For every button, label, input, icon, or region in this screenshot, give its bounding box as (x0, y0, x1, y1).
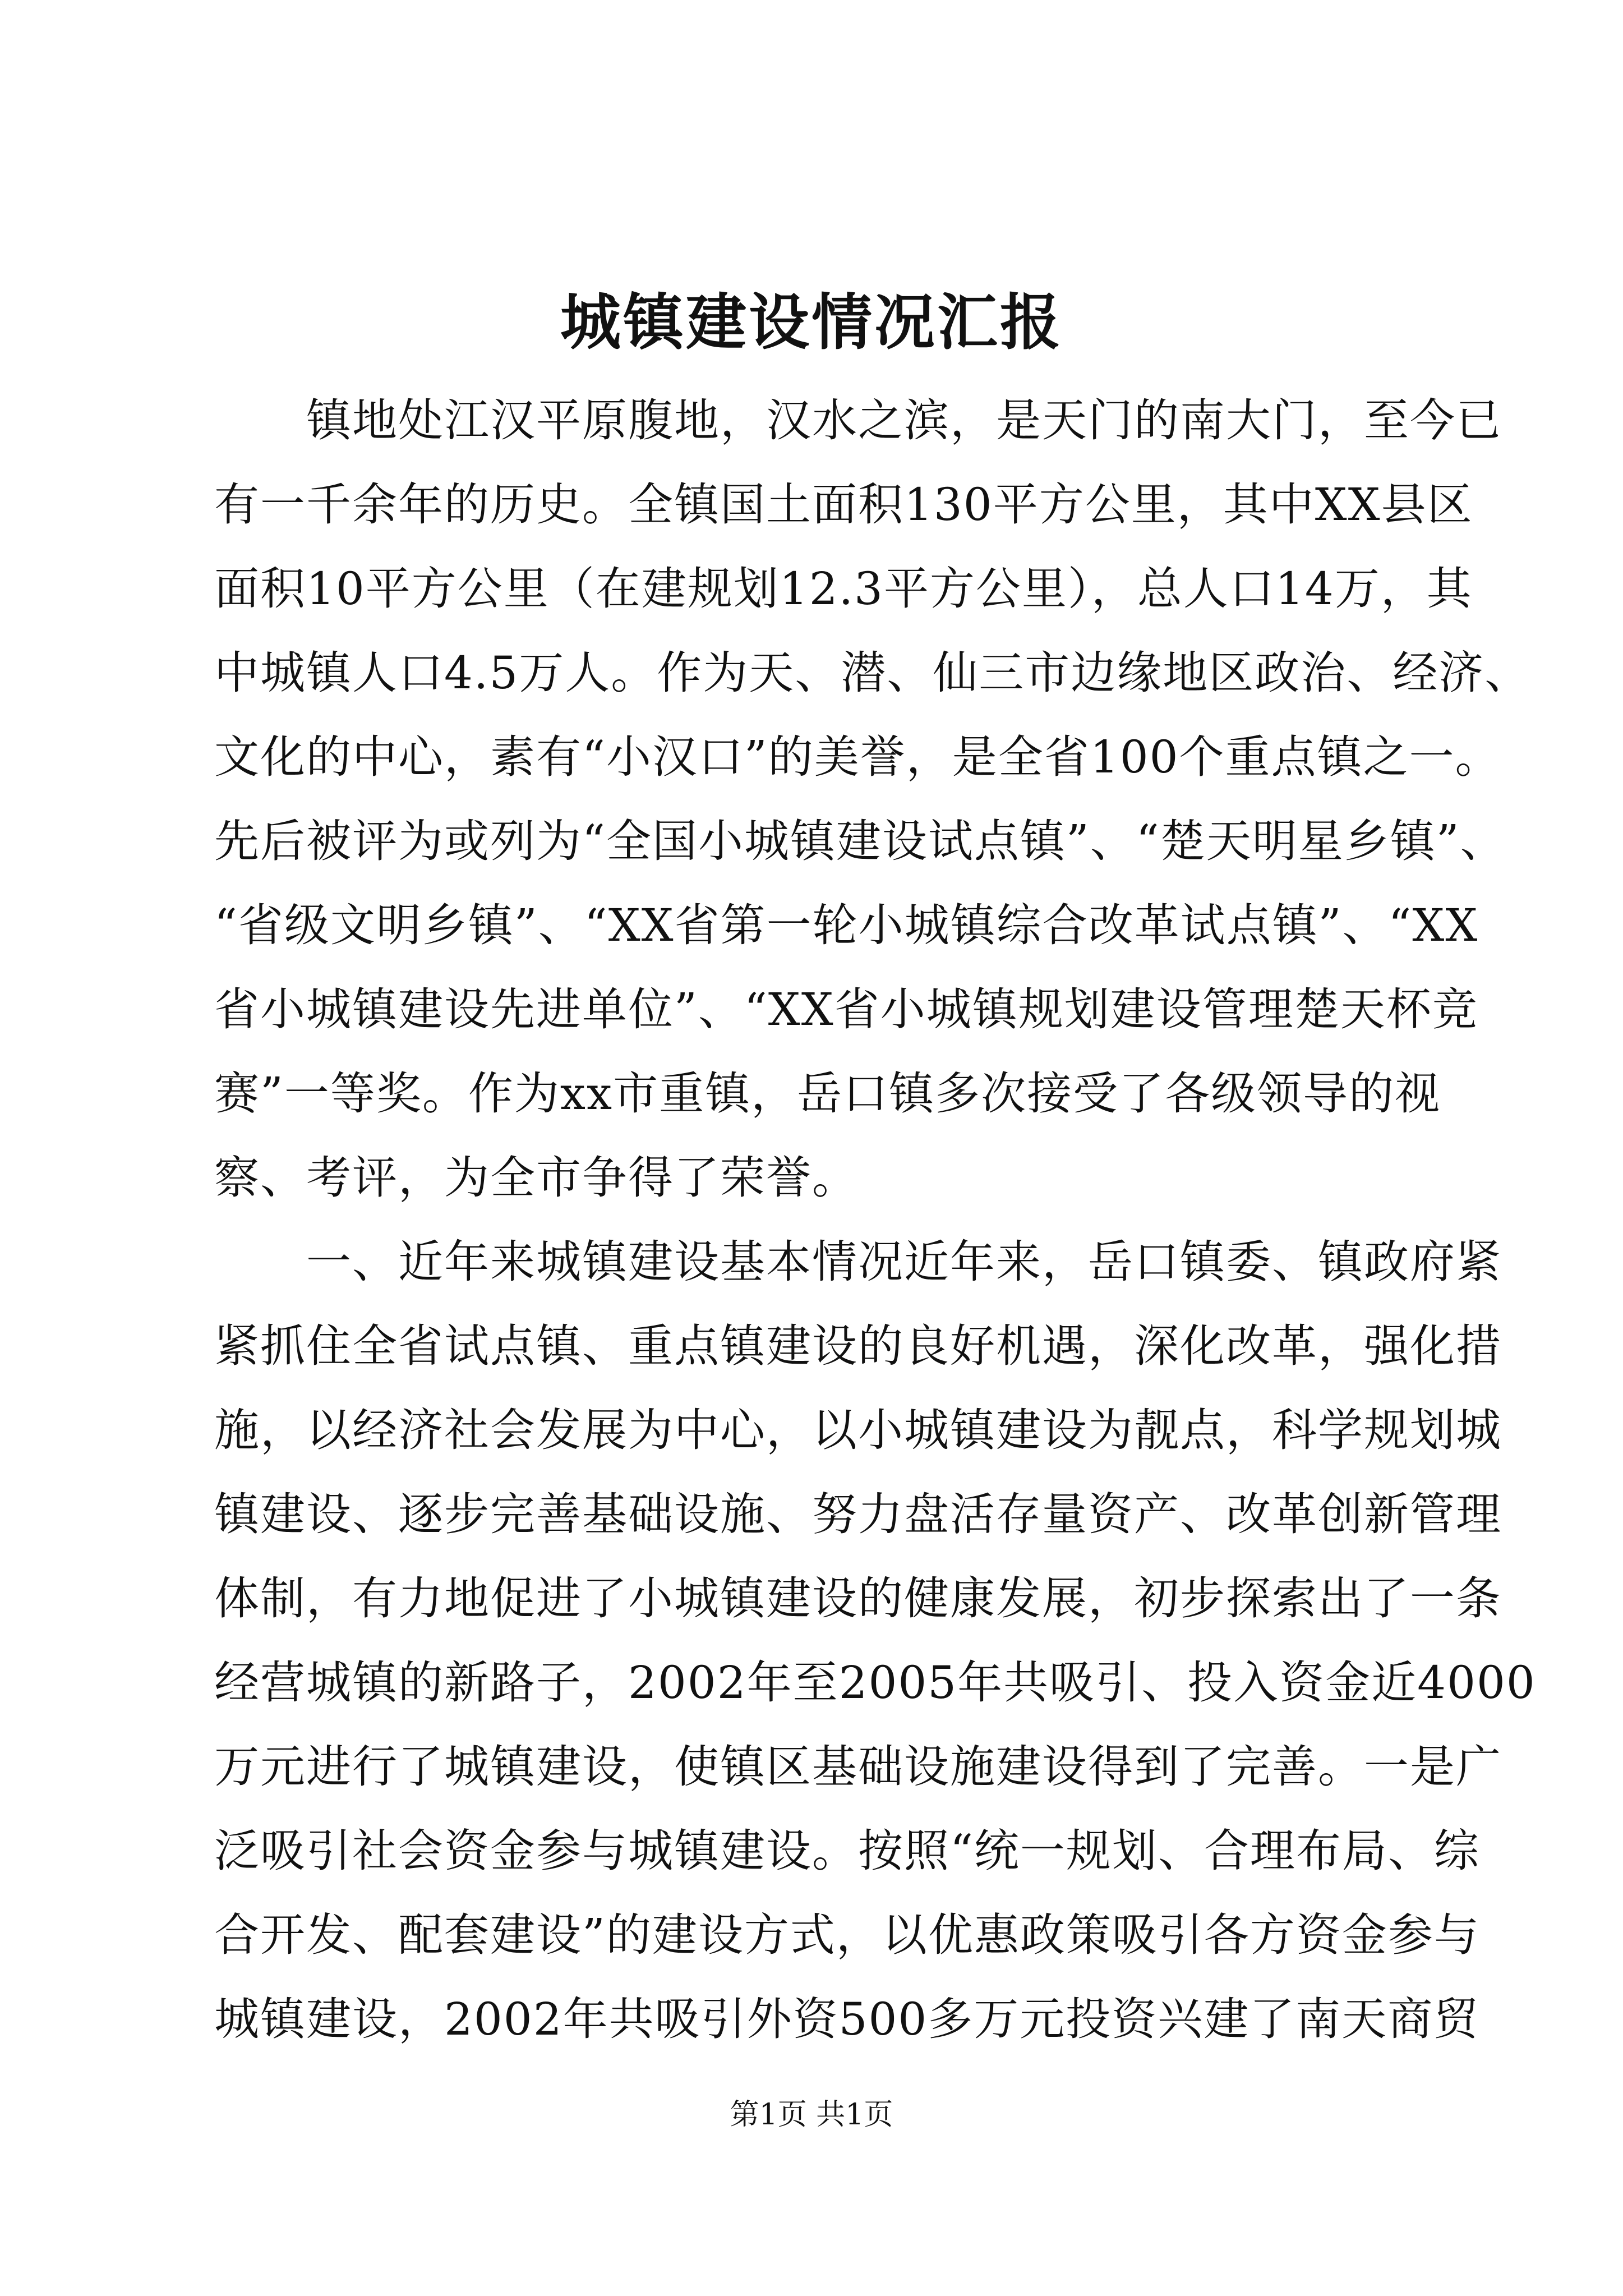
body-line: 泛吸引社会资金参与城镇建设。按照“统一规划、合理布局、综 (214, 1825, 1480, 1877)
body-line: 察、考评，为全市争得了荣誉。 (214, 1152, 858, 1204)
body-line: 面积10平方公里（在建规划12.3平方公里），总人口14万，其 (214, 563, 1473, 615)
body-line: 城镇建设，2002年共吸引外资500多万元投资兴建了南天商贸 (214, 1993, 1480, 2045)
body-line: 有一千余年的历史。全镇国土面积130平方公里，其中XX县区 (214, 478, 1473, 531)
body-line: 赛”一等奖。作为xx市重镇，岳口镇多次接受了各级领导的视 (214, 1068, 1441, 1120)
page-footer: 第1页 共1页 (730, 2098, 893, 2132)
body-line: 文化的中心，素有“小汉口”的美誉，是全省100个重点镇之一。 (214, 731, 1501, 783)
body-line: 先后被评为或列为“全国小城镇建设试点镇”、“楚天明星乡镇”、 (214, 815, 1506, 867)
body-line: 镇地处江汉平原腹地，汉水之滨，是天门的南大门，至今已 (214, 394, 1502, 447)
body-line: 一、近年来城镇建设基本情况近年来，岳口镇委、镇政府紧 (214, 1236, 1502, 1288)
body-line: 镇建设、逐步完善基础设施、努力盘活存量资产、改革创新管理 (214, 1488, 1502, 1540)
body-line: 紧抓住全省试点镇、重点镇建设的良好机遇，深化改革，强化措 (214, 1320, 1502, 1372)
body-line: 经营城镇的新路子，2002年至2005年共吸引、投入资金近4000 (214, 1657, 1536, 1709)
body-line: 中城镇人口4.5万人。作为天、潜、仙三市边缘地区政治、经济、 (214, 647, 1531, 699)
body-line: 万元进行了城镇建设，使镇区基础设施建设得到了完善。一是广 (214, 1741, 1502, 1793)
body-line: “省级文明乡镇”、“XX省第一轮小城镇综合改革试点镇”、“XX (214, 899, 1479, 951)
document-title: 城镇建设情况汇报 (560, 287, 1063, 358)
body-line: 施，以经济社会发展为中心，以小城镇建设为靓点，科学规划城 (214, 1404, 1502, 1456)
body-line: 省小城镇建设先进单位”、“XX省小城镇规划建设管理楚天杯竞 (214, 983, 1478, 1036)
body-line: 体制，有力地促进了小城镇建设的健康发展，初步探索出了一条 (214, 1572, 1502, 1625)
body-line: 合开发、配套建设”的建设方式，以优惠政策吸引各方资金参与 (214, 1909, 1480, 1961)
